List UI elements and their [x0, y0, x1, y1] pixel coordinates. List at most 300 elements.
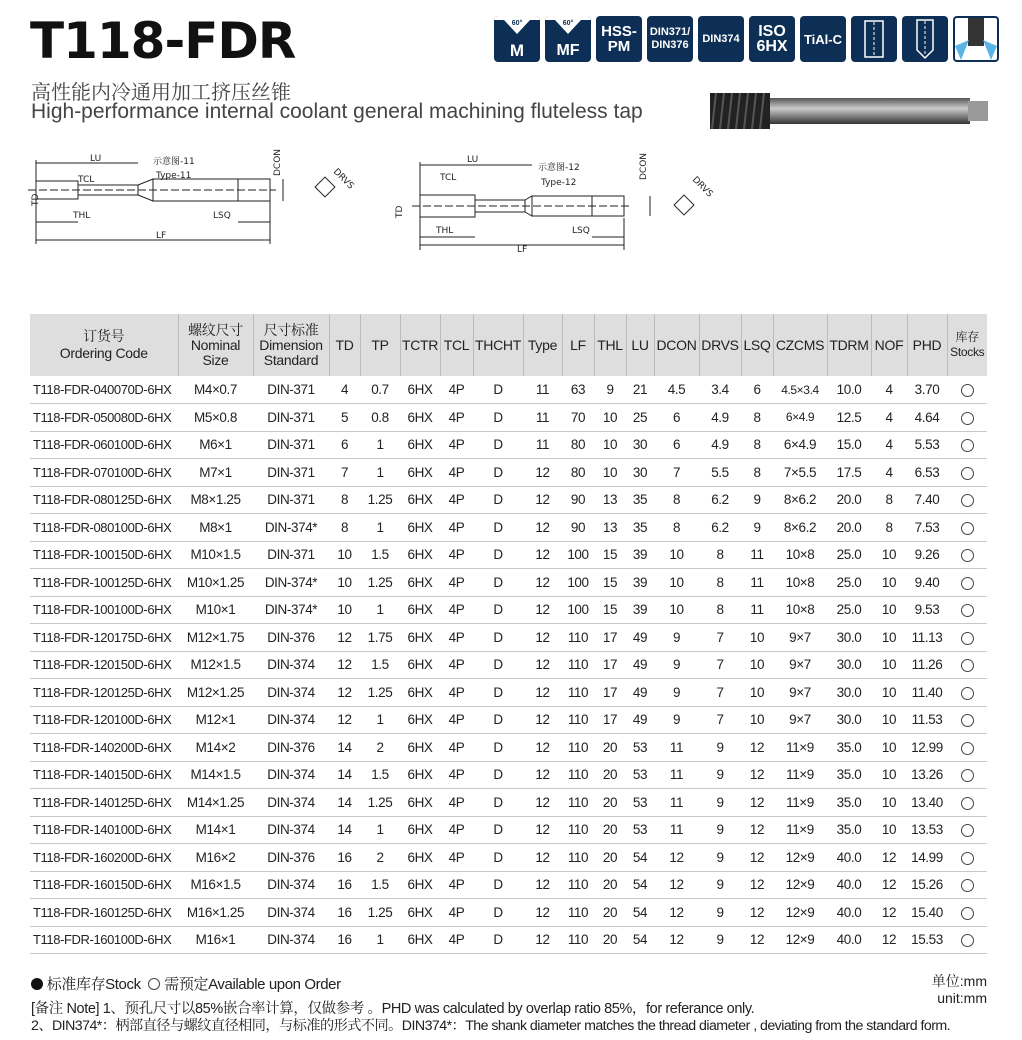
table-cell: 53	[626, 761, 654, 789]
table-cell: 1.25	[360, 789, 400, 817]
table-cell: 4P	[440, 789, 473, 817]
table-cell: 4P	[440, 816, 473, 844]
table-cell: 10	[741, 679, 773, 707]
table-cell: 8	[654, 486, 699, 514]
table-cell: 10	[654, 596, 699, 624]
table-cell: M7×1	[178, 459, 253, 487]
table-cell: 30	[626, 431, 654, 459]
table-cell: 12	[741, 789, 773, 817]
table-cell: 12	[741, 734, 773, 762]
table-cell: 9	[699, 761, 741, 789]
table-cell: 9	[654, 651, 699, 679]
table-cell: 100	[562, 596, 594, 624]
table-cell: 7.53	[907, 514, 947, 542]
ordering-code-cell: T118-FDR-140200D-6HX	[30, 734, 178, 762]
table-cell: 4P	[440, 404, 473, 432]
table-cell: 4P	[440, 761, 473, 789]
available-upon-order-icon	[961, 467, 974, 480]
ordering-code-cell: T118-FDR-120150D-6HX	[30, 651, 178, 679]
table-cell: 9	[699, 899, 741, 927]
table-cell: 9	[699, 871, 741, 899]
table-cell: 7	[699, 706, 741, 734]
table-cell: 12	[329, 679, 360, 707]
table-cell: 10	[871, 569, 907, 597]
ordering-code-cell: T118-FDR-100125D-6HX	[30, 569, 178, 597]
column-header: LU	[626, 314, 654, 376]
table-cell: M16×1.5	[178, 871, 253, 899]
table-cell: 110	[562, 844, 594, 872]
table-cell: 40.0	[827, 844, 871, 872]
ordering-code-cell: T118-FDR-050080D-6HX	[30, 404, 178, 432]
table-cell: DIN-374	[253, 871, 329, 899]
table-cell: 10	[871, 734, 907, 762]
table-cell: 35.0	[827, 816, 871, 844]
table-cell: 4	[329, 376, 360, 404]
table-cell: 11×9	[773, 734, 827, 762]
table-cell: 35	[626, 514, 654, 542]
available-upon-order-icon	[961, 769, 974, 782]
table-cell: DIN-374*	[253, 569, 329, 597]
table-cell: D	[473, 541, 523, 569]
available-upon-order-icon	[961, 384, 974, 397]
available-upon-order-icon	[961, 549, 974, 562]
table-cell: 12	[654, 899, 699, 927]
table-cell: 6HX	[400, 844, 440, 872]
table-cell: M14×1.5	[178, 761, 253, 789]
table-cell: 10	[871, 596, 907, 624]
table-cell: 9	[741, 514, 773, 542]
table-cell: 7	[699, 679, 741, 707]
table-cell: D	[473, 486, 523, 514]
table-cell: 20.0	[827, 514, 871, 542]
column-header: Type	[523, 314, 562, 376]
table-cell: 12	[741, 871, 773, 899]
table-cell: 110	[562, 789, 594, 817]
table-cell: 110	[562, 816, 594, 844]
table-cell: DIN-371	[253, 486, 329, 514]
stock-status-cell	[947, 706, 987, 734]
table-cell: 14	[329, 734, 360, 762]
table-cell: M14×1.25	[178, 789, 253, 817]
table-cell: 53	[626, 734, 654, 762]
table-cell: 12	[871, 844, 907, 872]
table-cell: 12	[741, 844, 773, 872]
column-header: DCON	[654, 314, 699, 376]
table-cell: M16×1.25	[178, 899, 253, 927]
table-cell: 4.9	[699, 431, 741, 459]
table-cell: 6.2	[699, 486, 741, 514]
column-header: TCL	[440, 314, 473, 376]
table-cell: M8×1	[178, 514, 253, 542]
table-cell: 20	[594, 926, 626, 954]
table-cell: 1.5	[360, 651, 400, 679]
table-cell: 12	[329, 706, 360, 734]
svg-text:THL: THL	[73, 211, 91, 221]
table-cell: 4P	[440, 376, 473, 404]
ordering-code-cell: T118-FDR-160125D-6HX	[30, 899, 178, 927]
table-cell: 12	[654, 926, 699, 954]
thread-profile-icon	[545, 16, 591, 36]
table-cell: 100	[562, 569, 594, 597]
table-cell: 12	[523, 816, 562, 844]
table-cell: 4P	[440, 734, 473, 762]
table-cell: 3.70	[907, 376, 947, 404]
table-cell: M10×1.5	[178, 541, 253, 569]
table-cell: M12×1.25	[178, 679, 253, 707]
table-cell: 35.0	[827, 734, 871, 762]
table-cell: 4P	[440, 926, 473, 954]
table-cell: 4P	[440, 679, 473, 707]
table-cell: 9.53	[907, 596, 947, 624]
table-cell: 16	[329, 926, 360, 954]
table-cell: 12	[871, 899, 907, 927]
table-cell: 110	[562, 706, 594, 734]
available-upon-order-icon	[961, 412, 974, 425]
table-cell: 12	[523, 899, 562, 927]
table-cell: 12	[523, 596, 562, 624]
table-cell: D	[473, 514, 523, 542]
table-cell: 20	[594, 844, 626, 872]
table-cell: 30.0	[827, 706, 871, 734]
svg-text:THL: THL	[436, 226, 454, 236]
table-cell: 11×9	[773, 761, 827, 789]
din371-376-badge: DIN371/ DIN376	[647, 16, 693, 62]
table-cell: 53	[626, 789, 654, 817]
table-cell: 11	[741, 569, 773, 597]
table-cell: 12	[523, 706, 562, 734]
table-cell: 9×7	[773, 651, 827, 679]
table-cell: 10	[871, 651, 907, 679]
table-cell: 12	[523, 844, 562, 872]
table-cell: M8×1.25	[178, 486, 253, 514]
table-cell: 15	[594, 596, 626, 624]
table-cell: 12	[741, 816, 773, 844]
table-cell: 8×6.2	[773, 486, 827, 514]
table-cell: 12	[523, 871, 562, 899]
table-cell: 8	[329, 486, 360, 514]
table-cell: 20	[594, 899, 626, 927]
table-cell: 8	[654, 514, 699, 542]
table-cell: 53	[626, 816, 654, 844]
tap-product-image	[710, 90, 990, 132]
table-cell: M14×2	[178, 734, 253, 762]
table-cell: 12	[523, 679, 562, 707]
table-cell: 6HX	[400, 706, 440, 734]
table-cell: 11	[523, 376, 562, 404]
column-header: LSQ	[741, 314, 773, 376]
table-cell: 20	[594, 734, 626, 762]
table-cell: 110	[562, 871, 594, 899]
table-cell: D	[473, 844, 523, 872]
table-cell: 6HX	[400, 596, 440, 624]
column-header: TDRM	[827, 314, 871, 376]
stock-status-cell	[947, 596, 987, 624]
table-cell: 11	[741, 541, 773, 569]
table-cell: DIN-374	[253, 926, 329, 954]
table-row	[30, 486, 987, 514]
table-cell: 30.0	[827, 624, 871, 652]
table-cell: 17	[594, 679, 626, 707]
table-cell: 10	[741, 706, 773, 734]
din374-badge: DIN374	[698, 16, 744, 62]
table-cell: 54	[626, 926, 654, 954]
table-cell: 17	[594, 651, 626, 679]
table-cell: 6HX	[400, 404, 440, 432]
table-cell: M12×1.5	[178, 651, 253, 679]
table-cell: 1	[360, 431, 400, 459]
ordering-code-cell: T118-FDR-100150D-6HX	[30, 541, 178, 569]
svg-text:TCL: TCL	[78, 175, 95, 185]
table-cell: 12	[654, 844, 699, 872]
table-row	[30, 926, 987, 954]
table-cell: D	[473, 679, 523, 707]
table-cell: 10	[329, 569, 360, 597]
ordering-code-cell: T118-FDR-140100D-6HX	[30, 816, 178, 844]
svg-text:LF: LF	[156, 231, 167, 241]
stock-status-cell	[947, 431, 987, 459]
available-upon-order-icon	[961, 659, 974, 672]
table-cell: M10×1	[178, 596, 253, 624]
table-cell: 40.0	[827, 899, 871, 927]
table-cell: 12	[329, 651, 360, 679]
table-cell: 11.26	[907, 651, 947, 679]
table-cell: DIN-371	[253, 404, 329, 432]
table-cell: 90	[562, 486, 594, 514]
table-cell: 9×7	[773, 624, 827, 652]
table-cell: 12	[523, 624, 562, 652]
table-cell: 8	[741, 404, 773, 432]
table-cell: 12	[871, 926, 907, 954]
ordering-code-cell: T118-FDR-140150D-6HX	[30, 761, 178, 789]
table-cell: 9	[699, 926, 741, 954]
table-cell: 8	[699, 596, 741, 624]
table-cell: 6HX	[400, 789, 440, 817]
table-cell: D	[473, 651, 523, 679]
table-cell: 35.0	[827, 761, 871, 789]
available-upon-order-icon	[961, 439, 974, 452]
table-cell: 11	[654, 761, 699, 789]
table-cell: 63	[562, 376, 594, 404]
metric-fine-thread-badge: 60° MF	[545, 16, 591, 62]
table-cell: 16	[329, 871, 360, 899]
table-cell: 6HX	[400, 679, 440, 707]
table-cell: M6×1	[178, 431, 253, 459]
table-cell: M5×0.8	[178, 404, 253, 432]
ordering-code-cell: T118-FDR-040070D-6HX	[30, 376, 178, 404]
table-cell: 49	[626, 706, 654, 734]
stock-status-cell	[947, 761, 987, 789]
svg-text:Type-11: Type-11	[156, 171, 192, 181]
table-cell: 9	[654, 706, 699, 734]
table-cell: 70	[562, 404, 594, 432]
column-header: DRVS	[699, 314, 741, 376]
unit-label: 单位:mm unit:mm	[931, 973, 987, 1006]
table-cell: 9	[699, 816, 741, 844]
svg-text:TD: TD	[395, 205, 405, 218]
table-cell: 10	[654, 569, 699, 597]
table-cell: 8	[871, 514, 907, 542]
available-upon-order-icon	[961, 687, 974, 700]
svg-text:TD: TD	[31, 193, 41, 206]
table-cell: D	[473, 376, 523, 404]
table-cell: 1	[360, 514, 400, 542]
table-cell: 17	[594, 624, 626, 652]
table-cell: M14×1	[178, 816, 253, 844]
table-cell: 8	[699, 541, 741, 569]
table-cell: D	[473, 761, 523, 789]
table-cell: 4P	[440, 624, 473, 652]
table-cell: 6HX	[400, 486, 440, 514]
table-cell: 1.5	[360, 871, 400, 899]
table-cell: 7	[654, 459, 699, 487]
table-cell: 16	[329, 899, 360, 927]
table-cell: 9.40	[907, 569, 947, 597]
table-cell: 17.5	[827, 459, 871, 487]
table-cell: 25.0	[827, 541, 871, 569]
type-12-diagram	[392, 140, 732, 260]
table-cell: M10×1.25	[178, 569, 253, 597]
table-cell: 8	[699, 569, 741, 597]
table-cell: D	[473, 734, 523, 762]
svg-text:Type-12: Type-12	[541, 178, 577, 188]
table-cell: 14	[329, 789, 360, 817]
table-cell: 6HX	[400, 376, 440, 404]
table-cell: 13.26	[907, 761, 947, 789]
column-header: TCTR	[400, 314, 440, 376]
table-cell: DIN-374	[253, 816, 329, 844]
table-cell: 25.0	[827, 569, 871, 597]
table-cell: 6HX	[400, 514, 440, 542]
ordering-code-cell: T118-FDR-120100D-6HX	[30, 706, 178, 734]
table-cell: 40.0	[827, 871, 871, 899]
filled-circle-icon	[31, 978, 43, 990]
table-cell: 10×8	[773, 541, 827, 569]
table-cell: 6HX	[400, 459, 440, 487]
table-cell: 4	[871, 459, 907, 487]
table-cell: D	[473, 404, 523, 432]
available-upon-order-icon	[961, 879, 974, 892]
available-upon-order-icon	[961, 934, 974, 947]
table-cell: 40.0	[827, 926, 871, 954]
table-cell: 6	[329, 431, 360, 459]
note-1: [备注 Note] 1、预孔尺寸以85%嵌合率计算，仅做参考 。PHD was calculated by overlap ratio 85%，for referance only.	[31, 1001, 755, 1017]
table-cell: 14.99	[907, 844, 947, 872]
table-cell: DIN-374	[253, 789, 329, 817]
table-cell: 12	[654, 871, 699, 899]
table-cell: 2	[360, 844, 400, 872]
product-spec-table	[30, 314, 987, 954]
subtitle-cn: 高性能内冷通用加工挤压丝锥	[31, 82, 291, 104]
table-cell: 6HX	[400, 816, 440, 844]
table-cell: DIN-371	[253, 376, 329, 404]
table-cell: 10	[741, 624, 773, 652]
table-cell: 9.26	[907, 541, 947, 569]
table-cell: 110	[562, 679, 594, 707]
table-cell: 4.9	[699, 404, 741, 432]
table-cell: 8	[741, 431, 773, 459]
table-cell: 39	[626, 541, 654, 569]
table-cell: 3.4	[699, 376, 741, 404]
table-cell: 15.0	[827, 431, 871, 459]
table-cell: 30	[626, 459, 654, 487]
table-cell: 20.0	[827, 486, 871, 514]
table-cell: 12	[523, 541, 562, 569]
svg-text:示意图-11: 示意图-11	[153, 157, 195, 167]
svg-text:示意图-12: 示意图-12	[538, 163, 580, 173]
table-cell: 14	[329, 816, 360, 844]
table-cell: 4P	[440, 706, 473, 734]
stock-legend: 标准库存Stock 需预定Available upon Order	[31, 973, 341, 994]
ordering-code-cell: T118-FDR-100100D-6HX	[30, 596, 178, 624]
table-cell: 30.0	[827, 651, 871, 679]
table-cell: 5.53	[907, 431, 947, 459]
ordering-code-cell: T118-FDR-060100D-6HX	[30, 431, 178, 459]
table-cell: M12×1	[178, 706, 253, 734]
table-cell: 4P	[440, 569, 473, 597]
table-cell: 12×9	[773, 926, 827, 954]
table-row	[30, 816, 987, 844]
table-cell: 11.13	[907, 624, 947, 652]
table-cell: DIN-374*	[253, 596, 329, 624]
table-cell: D	[473, 596, 523, 624]
table-cell: 7	[699, 624, 741, 652]
column-header: CZCMS	[773, 314, 827, 376]
table-cell: 12.5	[827, 404, 871, 432]
table-cell: 9	[741, 486, 773, 514]
table-cell: 4P	[440, 431, 473, 459]
available-upon-order-icon	[961, 604, 974, 617]
table-cell: 7	[699, 651, 741, 679]
table-cell: 1.75	[360, 624, 400, 652]
table-cell: 12	[523, 789, 562, 817]
table-row	[30, 459, 987, 487]
ordering-code-cell: T118-FDR-080125D-6HX	[30, 486, 178, 514]
table-row	[30, 514, 987, 542]
table-row	[30, 899, 987, 927]
table-cell: 49	[626, 651, 654, 679]
table-cell: 54	[626, 871, 654, 899]
stock-status-cell	[947, 514, 987, 542]
table-cell: 4	[871, 404, 907, 432]
table-cell: 11×9	[773, 816, 827, 844]
table-cell: DIN-376	[253, 734, 329, 762]
table-cell: D	[473, 431, 523, 459]
table-cell: 90	[562, 514, 594, 542]
svg-text:LSQ: LSQ	[572, 226, 590, 236]
svg-text:DRVS: DRVS	[689, 175, 715, 200]
table-cell: 6HX	[400, 899, 440, 927]
table-cell: 11.53	[907, 706, 947, 734]
table-cell: 15.53	[907, 926, 947, 954]
column-header: TP	[360, 314, 400, 376]
available-upon-order-icon	[961, 714, 974, 727]
table-cell: 10	[329, 596, 360, 624]
ordering-code-cell: T118-FDR-140125D-6HX	[30, 789, 178, 817]
column-header: PHD	[907, 314, 947, 376]
table-cell: 12	[741, 926, 773, 954]
table-cell: 9	[654, 624, 699, 652]
available-upon-order-icon	[961, 907, 974, 920]
coolant-spray-icon	[953, 16, 999, 62]
table-cell: 6HX	[400, 431, 440, 459]
table-cell: 8	[871, 486, 907, 514]
table-cell: 10	[871, 816, 907, 844]
table-cell: 12	[741, 761, 773, 789]
svg-text:DCON: DCON	[639, 152, 649, 180]
column-header: 库存 Stocks	[947, 314, 987, 376]
table-cell: 54	[626, 844, 654, 872]
table-cell: 11	[523, 404, 562, 432]
